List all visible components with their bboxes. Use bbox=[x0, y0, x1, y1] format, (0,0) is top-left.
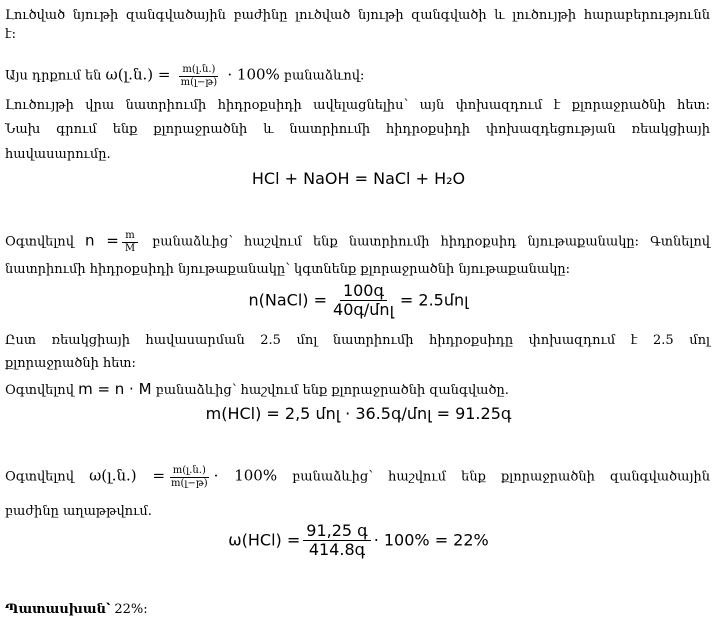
answer-label: Պատասխան՝ bbox=[5, 602, 111, 617]
amount-fraction-numerator: m bbox=[122, 230, 137, 243]
fraction-line-2: բաժինը աղաթթվում. bbox=[5, 504, 152, 519]
eq3-fraction bbox=[303, 522, 370, 560]
eq3-lhs: ω(HCl) = bbox=[228, 530, 301, 550]
eq1-denominator: 40գ/մոլ bbox=[333, 300, 394, 320]
eq3-rhs: · 100% = 22% bbox=[373, 530, 489, 550]
eq3-denominator: 414.8գ bbox=[308, 540, 366, 560]
amount-fraction-denominator: M bbox=[124, 242, 136, 254]
amount-trail-text: բանաձևից՝ հաշվում ենք նատրիումի հիդրօքսիդ նյութաքանակը: Գտնելով bbox=[152, 234, 710, 250]
eq1-fraction bbox=[330, 282, 397, 320]
eq1-lhs: n(NaCl) = bbox=[248, 290, 328, 310]
amount-line-2: նատրիումի հիդրօքսիդի նյութաքանակը՝ կգտնենք քլորաջրածնի նյութաքանակը: bbox=[5, 262, 571, 277]
mass-lead-text: Օգտվելով bbox=[5, 383, 74, 398]
intro-line-2: է: bbox=[5, 27, 17, 42]
intro-line-1: Լուծված նյութի զանգվածային բաժինը լուծված նյութի զանգվածի և լուծույթի հարաբերությունն bbox=[5, 8, 710, 23]
reaction-intro-line-1: Լուծույթի վրա նատրիումի հիդրօքսիդի ավելացնելիս՝ այն փոխազդում է քլորաջրածնի հետ: bbox=[5, 98, 710, 113]
fraction-formula-rhs: · 100% bbox=[213, 466, 278, 485]
mass-formula-line bbox=[5, 381, 509, 399]
reaction-equation: HCl + NaOH = NaCl + H₂O bbox=[251, 169, 466, 188]
hcl-fraction-equation bbox=[0, 522, 717, 560]
hcl-mass-equation: m(HCl) = 2,5 մոլ · 36.5գ/մոլ = 91.25գ bbox=[205, 404, 512, 423]
stoichiometry-line-2: քլորաջրածնի հետ: bbox=[5, 356, 136, 371]
amount-formula-line bbox=[5, 230, 710, 254]
mass-fraction-definition bbox=[5, 64, 364, 88]
mass-trail-text: բանաձևից՝ հաշվում ենք քլորաջրածնի զանգվածը. bbox=[155, 383, 509, 398]
fraction-trail-text: բանաձևից՝ հաշվում ենք քլորաջրածնի զանգվածային bbox=[292, 469, 710, 485]
stoichiometry-line-1: Ըստ ռեակցիայի հավասարման 2.5 մոլ նատրիումի հիդրօքսիդը փոխազդում է 2.5 մոլ bbox=[5, 333, 710, 348]
eq1-rhs: = 2.5մոլ bbox=[399, 290, 469, 310]
answer-value: 22%: bbox=[110, 602, 148, 617]
fraction-formula-fraction bbox=[168, 465, 211, 489]
mass-formula: m = n · M bbox=[78, 380, 152, 398]
eq3-numerator: 91,25 գ bbox=[303, 522, 370, 541]
amount-formula-lhs: n = bbox=[85, 231, 119, 250]
definition-fraction-numerator: m(լ.ն.) bbox=[179, 64, 218, 77]
definition-trail-text: բանաձևով: bbox=[283, 68, 365, 84]
amount-fraction bbox=[122, 230, 138, 254]
answer-line bbox=[5, 602, 148, 618]
naoh-amount-equation bbox=[0, 282, 717, 320]
reaction-intro-line-3: հավասարումը. bbox=[5, 147, 111, 162]
definition-fraction bbox=[178, 64, 221, 88]
definition-lead-text: Այս դրքում են bbox=[5, 68, 102, 84]
definition-formula-lhs: ω(լ.ն.) = bbox=[105, 65, 171, 84]
fraction-formula-line bbox=[5, 465, 710, 489]
fraction-formula-numerator: m(լ.ն.) bbox=[170, 465, 209, 478]
definition-fraction-denominator: m(լ−թ) bbox=[180, 76, 218, 88]
fraction-formula-lhs: ω(լ.ն.) = bbox=[89, 466, 166, 485]
eq1-numerator: 100գ bbox=[340, 282, 387, 301]
definition-formula-rhs: · 100% bbox=[227, 65, 280, 84]
reaction-intro-line-2: Նախ գրում ենք քլորաջրածնի և նատրիումի հիդրօքսիդի փոխազդեցության ռեակցիայի bbox=[5, 122, 710, 137]
amount-lead-text: Օգտվելով bbox=[5, 234, 74, 250]
fraction-formula-denominator: m(լ−թ) bbox=[171, 477, 208, 489]
fraction-lead-text: Օգտվելով bbox=[5, 469, 74, 485]
